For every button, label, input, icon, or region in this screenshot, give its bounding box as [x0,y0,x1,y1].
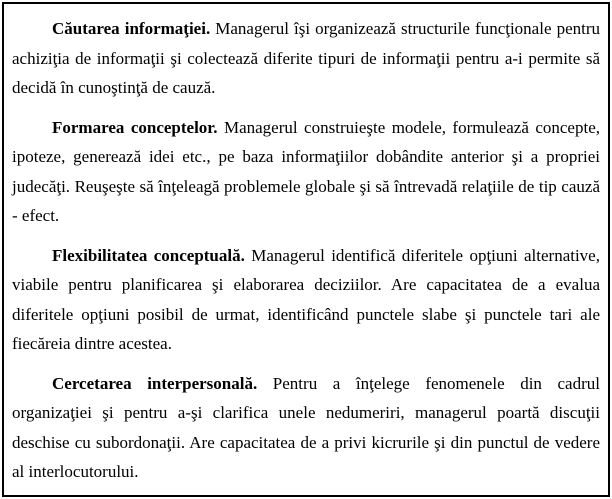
paragraph-cercetarea-interpersonala [12,369,600,487]
text-box-border [2,2,610,497]
paragraph-body: Managerul îşi organizează structurile funcţionale pentru achiziţia de informaţii şi colectează diferite tipuri de informaţii pentru a-i permite să decidă în cunoştinţă de cauză. [12,19,600,97]
text-box-content [4,4,608,495]
paragraph-heading: Flexibilitatea conceptuală. [52,245,245,265]
paragraph-formarea-conceptelor [12,113,600,231]
paragraph-body: Managerul identifică diferitele opţiuni alternative, viabile pentru planificarea şi elaborarea deciziilor. Are capacitatea de a evalua diferitele opţiuni posibil de urmat, identificând punctele slabe şi punctele tari ale fiecăreia dintre acestea. [12,245,600,353]
paragraph-heading: Cercetarea interpersonală. [52,373,258,393]
paragraph-body: Pentru a înţelege fenomenele din cadrul organizaţiei şi pentru a-şi clarifica unele nedumeriri, managerul poartă discuţii deschise cu subordonaţii. Are capacitatea de a privi kicrurile şi din punctul de vedere al interlocutorului. [12,373,600,481]
paragraph-flexibilitatea-conceptuala [12,241,600,359]
paragraph-body: Managerul construieşte modele, formulează concepte, ipoteze, generează idei etc., pe baza informaţiilor dobândite anterior şi a propriei judecăţi. Reuşeşte să înţeleagă problemele globale şi să întrevadă relaţiile de tip cauză - efect. [12,117,600,225]
paragraph-heading: Căutarea informaţiei. [52,19,211,38]
paragraph-cautarea-informatiei [12,14,600,103]
paragraph-heading: Formarea conceptelor. [52,117,218,137]
